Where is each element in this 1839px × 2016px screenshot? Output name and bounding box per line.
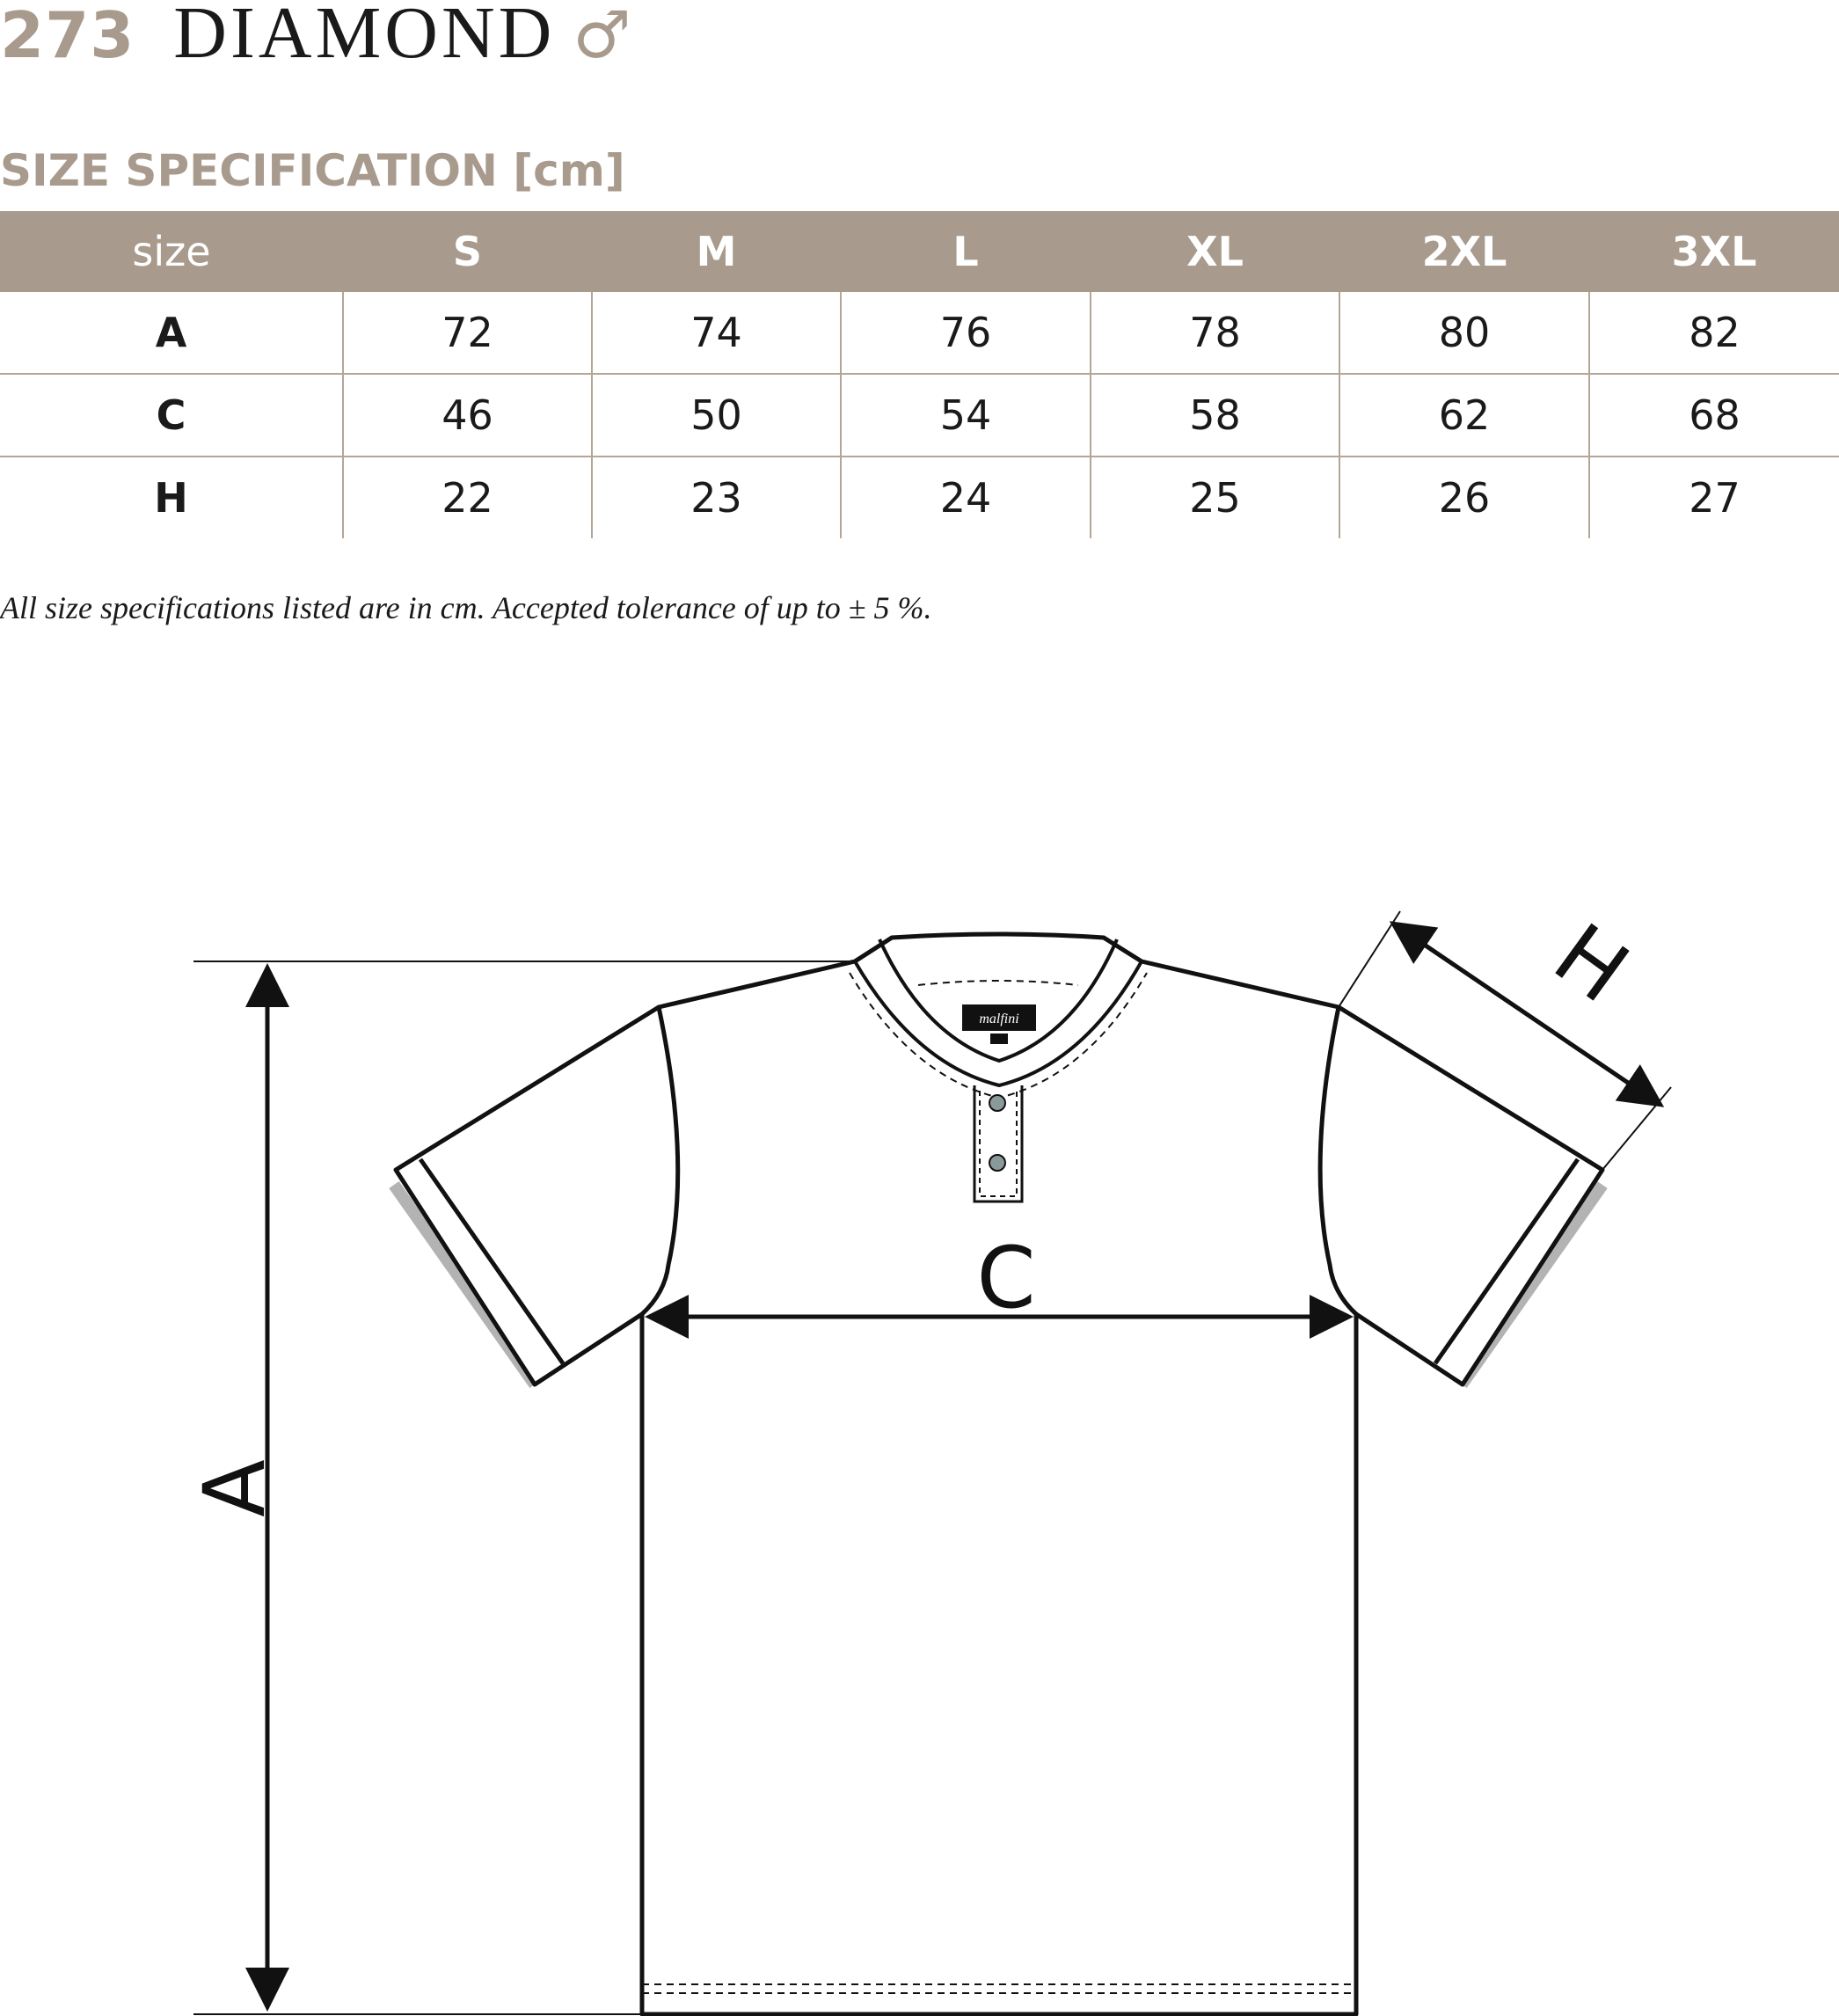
table-cell: 26	[1339, 457, 1589, 538]
column-header-m: M	[592, 211, 841, 292]
table-cell: 82	[1589, 292, 1839, 374]
table-cell: 76	[841, 292, 1091, 374]
table-cell: 78	[1091, 292, 1339, 374]
table-cell: 80	[1339, 292, 1589, 374]
column-header-size: size	[0, 211, 343, 292]
table-cell: 46	[343, 374, 592, 457]
size-specification-title: SIZE SPECIFICATION [cm]	[0, 145, 625, 196]
dimension-h-reference-line	[1602, 1087, 1671, 1170]
row-label-h: H	[154, 474, 188, 522]
table-cell: 58	[1091, 374, 1339, 457]
column-header-l: L	[841, 211, 1091, 292]
table-cell: 54	[841, 374, 1091, 457]
table-cell: 72	[343, 292, 592, 374]
table-cell: 62	[1339, 374, 1589, 457]
column-header-2xl: 2XL	[1339, 211, 1589, 292]
row-label-c: C	[0, 374, 343, 457]
dimension-a-label: A	[186, 1459, 284, 1517]
button-icon	[989, 1155, 1005, 1171]
brand-label-text: malfini	[979, 1012, 1019, 1026]
button-icon	[989, 1095, 1005, 1111]
product-code: 273	[0, 0, 135, 72]
column-header-s: S	[343, 211, 592, 292]
tolerance-note: All size specifications listed are in cm. Accepted tolerance of up to ± 5 %.	[0, 590, 932, 625]
table-cell: 50	[592, 374, 841, 457]
table-cell: 27	[1589, 457, 1839, 538]
size-label	[990, 1034, 1008, 1044]
table-cell: 74	[592, 292, 841, 374]
column-header-3xl: 3XL	[1589, 211, 1839, 292]
product-name: DIAMOND	[173, 0, 556, 74]
dimension-c-label: C	[976, 1229, 1036, 1327]
dimension-h-label: H	[1536, 904, 1646, 1022]
row-label-a: A	[0, 292, 343, 374]
table-cell: 23	[592, 457, 841, 538]
table-cell: 68	[1589, 374, 1839, 457]
table-cell: 25	[1091, 457, 1339, 538]
column-header-xl: XL	[1091, 211, 1339, 292]
dimension-h-reference-line	[1339, 911, 1400, 1007]
male-symbol-icon: ♂	[573, 0, 631, 73]
table-cell: 24	[841, 457, 1091, 538]
table-cell: 22	[343, 457, 592, 538]
